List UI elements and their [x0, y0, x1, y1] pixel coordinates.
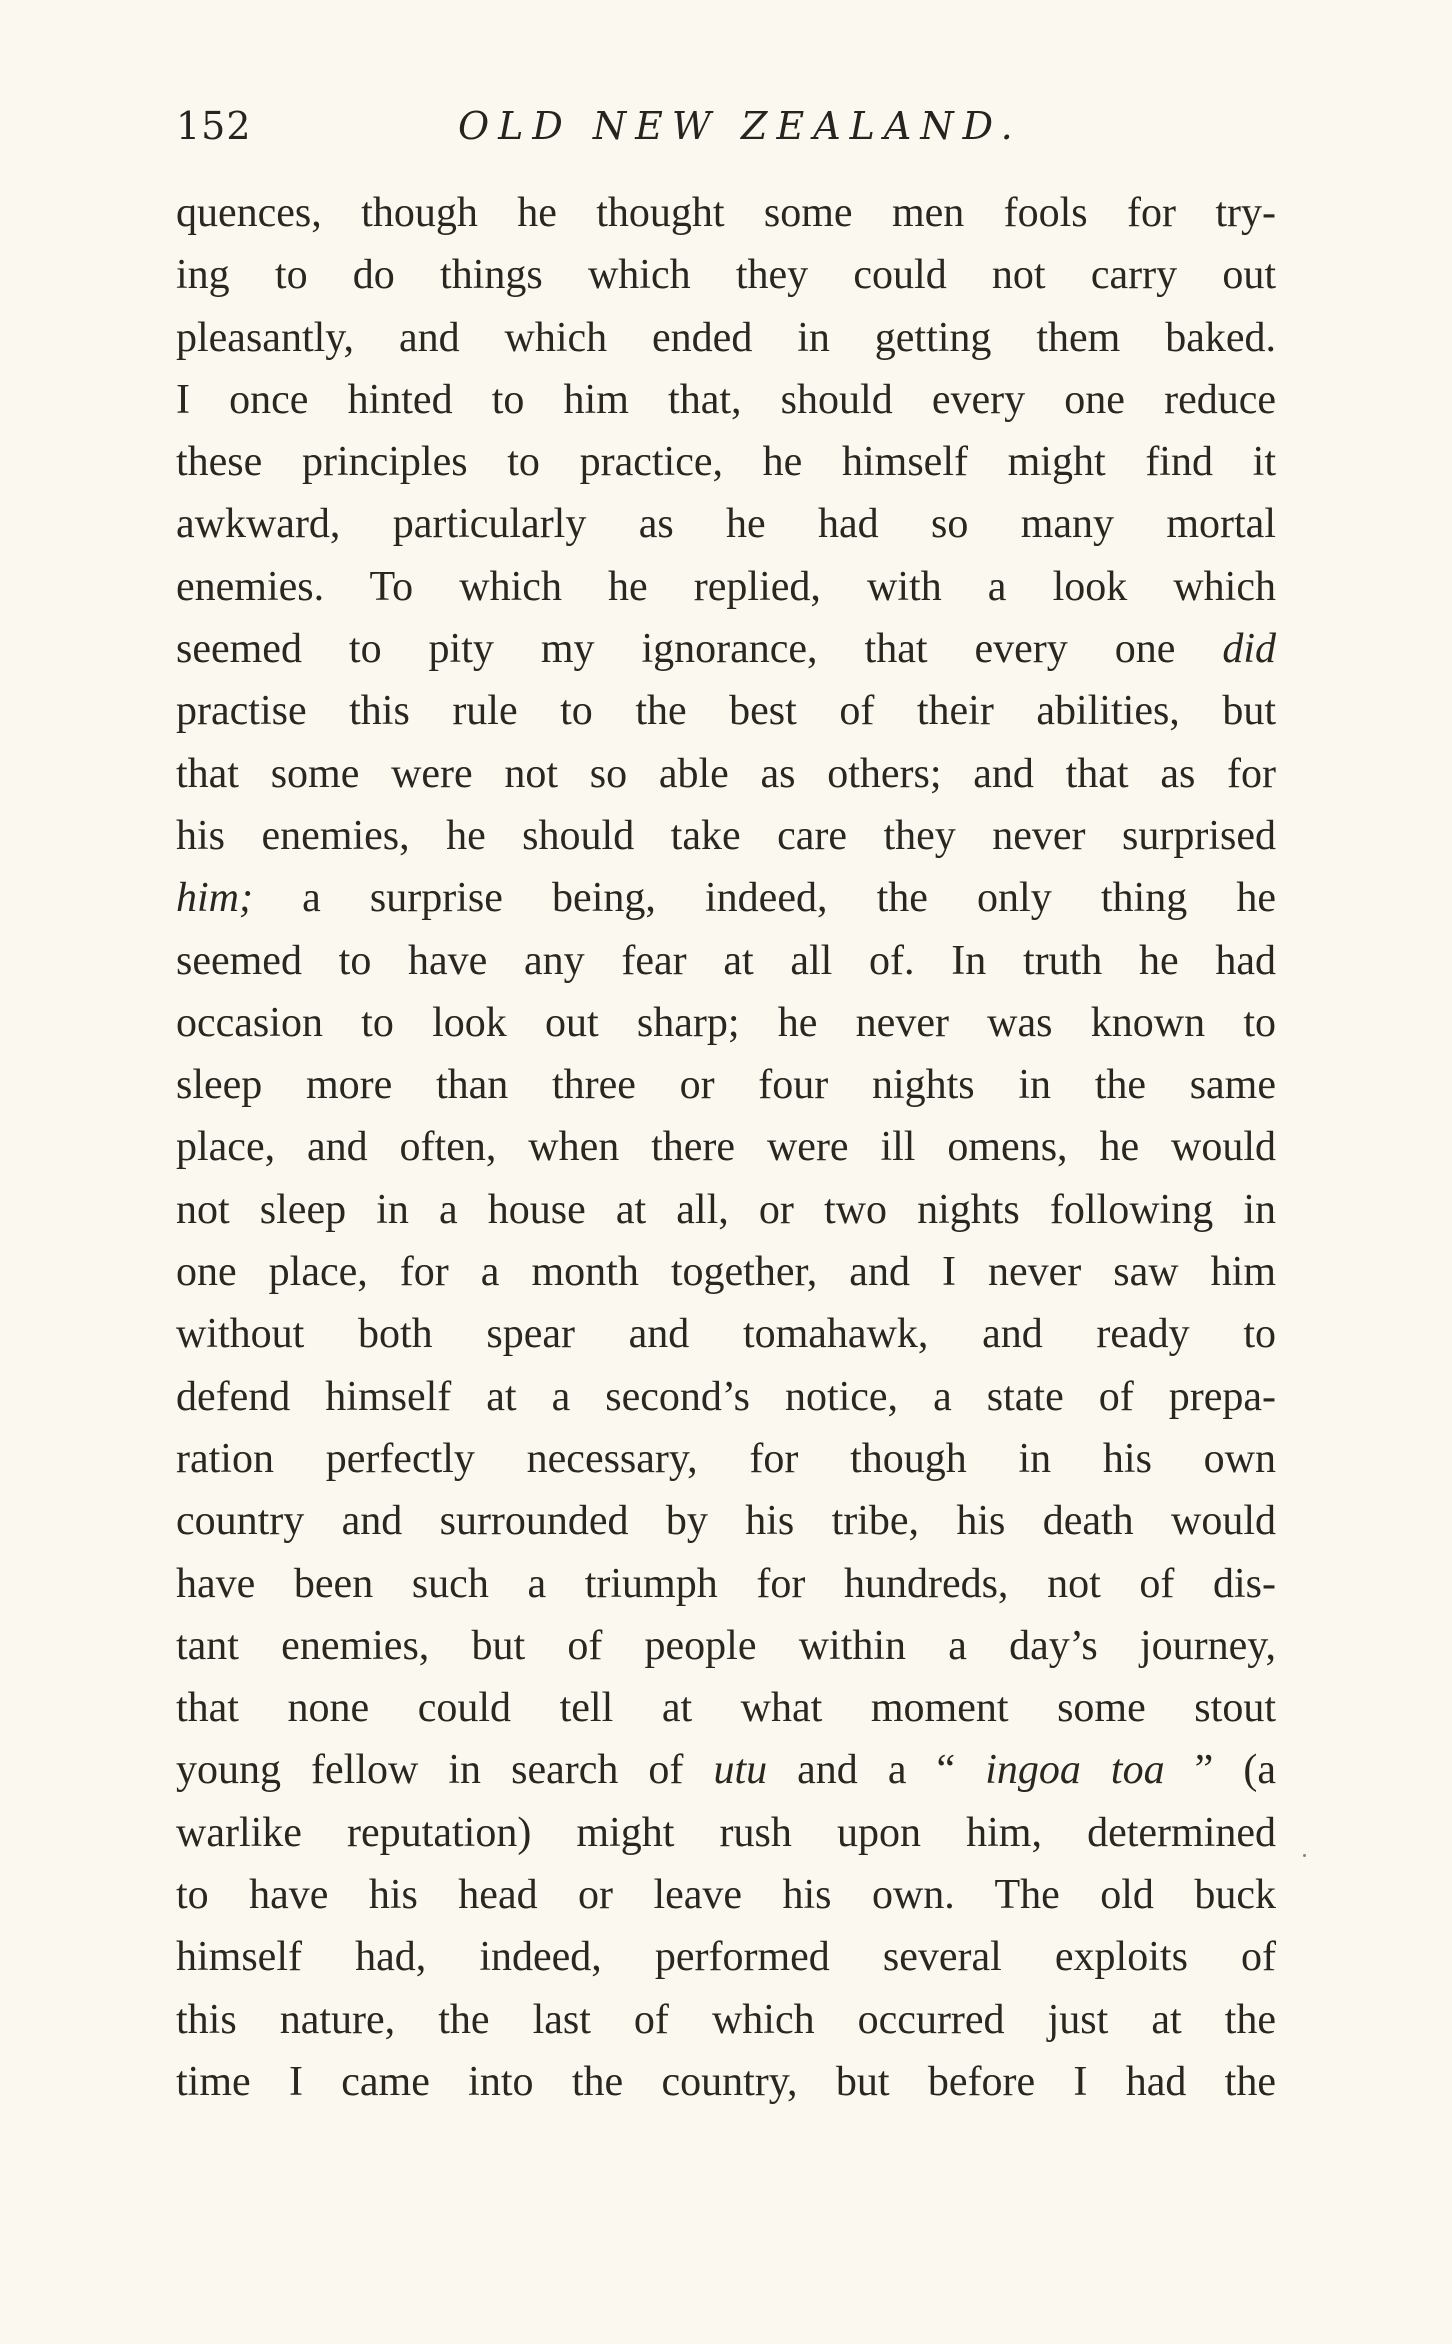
text-run: ” (a [1164, 1747, 1276, 1794]
text-line: that some were not so able as others; and that as for [176, 750, 1276, 797]
body-text [176, 182, 1276, 2113]
text-line: practise this rule to the best of their abilities, but [176, 688, 1276, 735]
text-line: occasion to look out sharp; he never was known to [176, 999, 1276, 1046]
italic-word: utu [713, 1747, 768, 1794]
text-line: not sleep in a house at all, or two nights following in [176, 1186, 1276, 1233]
italic-word: ingoa toa [985, 1747, 1165, 1794]
text-line [176, 867, 1276, 929]
text-line: enemies. To which he replied, with a look which [176, 563, 1276, 610]
text-line: warlike reputation) might rush upon him, determined [176, 1809, 1276, 1856]
running-title: OLD NEW ZEALAND. [458, 104, 1022, 148]
text-line: ration perfectly necessary, for though in his own [176, 1435, 1276, 1482]
page-number: 152 [176, 104, 252, 148]
text-line: I once hinted to him that, should every one reduce [176, 376, 1276, 423]
text-line: without both spear and tomahawk, and ready to [176, 1311, 1276, 1358]
text-run: and a “ [767, 1747, 986, 1794]
text-line: place, and often, when there were ill omens, he would [176, 1124, 1276, 1171]
text-line: these principles to practice, he himself might find it [176, 439, 1276, 486]
text-line: to have his head or leave his own. The old buck [176, 1872, 1276, 1919]
text-run: a surprise being, indeed, the only thing he [253, 875, 1276, 922]
text-line: quences, though he thought some men fools for try- [176, 190, 1276, 236]
text-line: tant enemies, but of people within a day’s journey, [176, 1622, 1276, 1669]
text-line [176, 618, 1276, 680]
text-line: seemed to have any fear at all of. In truth he had [176, 937, 1276, 984]
text-line: one place, for a month together, and I never saw him [176, 1249, 1276, 1296]
running-header [176, 104, 1276, 164]
margin-speck [1303, 1854, 1306, 1857]
text-line: sleep more than three or four nights in the same [176, 1062, 1276, 1109]
text-line: defend himself at a second’s notice, a state of prepa- [176, 1373, 1276, 1420]
text-run: young fellow in search of [176, 1747, 714, 1794]
text-line: this nature, the last of which occurred just at the [176, 1996, 1276, 2043]
text-line: have been such a triumph for hundreds, not of dis- [176, 1560, 1276, 1607]
text-line: time I came into the country, but before I had the [176, 2058, 1276, 2105]
text-line: awkward, particularly as he had so many mortal [176, 501, 1276, 548]
text-line: country and surrounded by his tribe, his death would [176, 1498, 1276, 1545]
text-line: that none could tell at what moment some stout [176, 1685, 1276, 1732]
text-run: seemed to pity my ignorance, that every one [176, 626, 1223, 673]
text-line: himself had, indeed, performed several exploits of [176, 1934, 1276, 1981]
text-line [176, 1739, 1276, 1801]
italic-word: did [1222, 626, 1276, 673]
text-line: pleasantly, and which ended in getting them baked. [176, 314, 1276, 361]
text-line: his enemies, he should take care they never surprised [176, 812, 1276, 859]
text-line: ing to do things which they could not carry out [176, 252, 1276, 299]
italic-word: him; [176, 875, 253, 922]
